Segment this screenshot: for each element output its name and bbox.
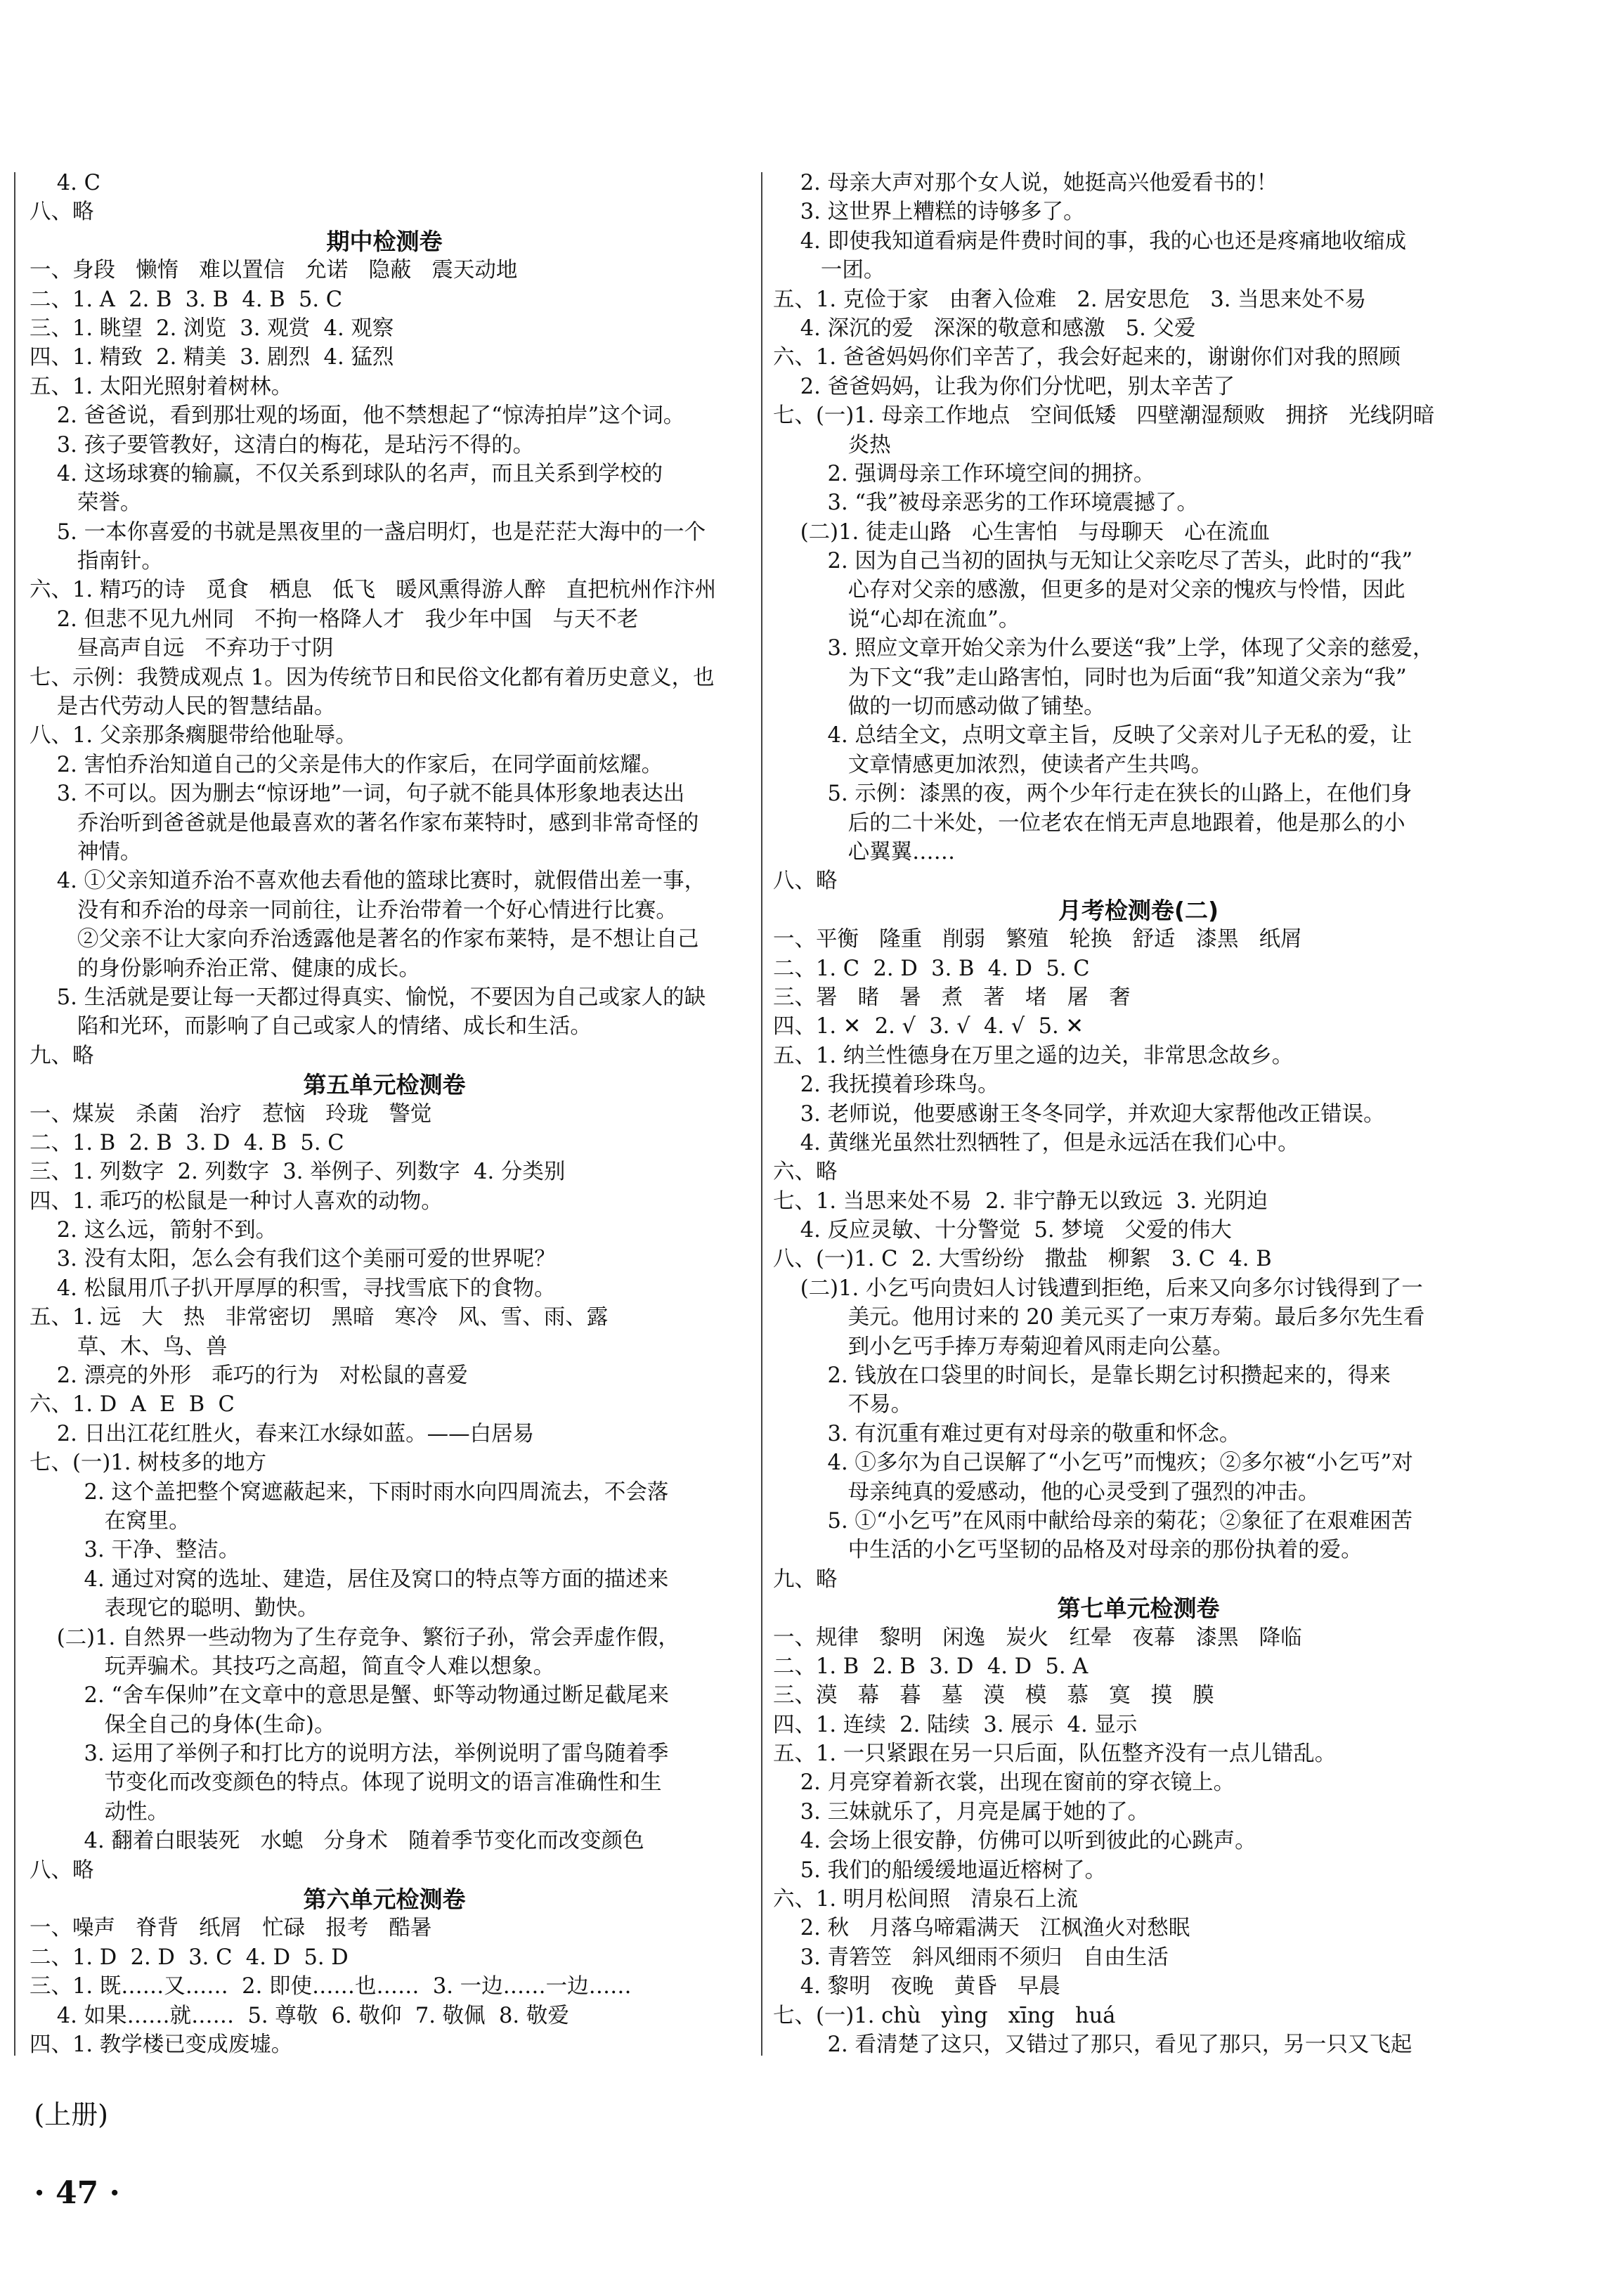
answer-line: 2. 但悲不见九州同 不拘一格降人才 我少年中国 与天不老 — [30, 607, 639, 632]
answer-line: 后的二十米处，一位老农在悄无声息地跟着，他是那么的小 — [773, 810, 1405, 836]
answer-line: 三、1. 眺望 2. 浏览 3. 观赏 4. 观察 — [30, 316, 394, 341]
answer-line: 六、略 — [773, 1160, 838, 1185]
answer-line: 没有和乔治的母亲一同前往，让乔治带着一个好心情进行比赛。 — [30, 897, 677, 923]
answer-line: 4. 黎明 夜晚 黄昏 早晨 — [773, 1974, 1060, 1999]
answer-line: 一、平衡 隆重 削弱 繁殖 轮换 舒适 漆黑 纸屑 — [773, 927, 1302, 952]
answer-line: 2. 漂亮的外形 乖巧的行为 对松鼠的喜爱 — [30, 1363, 468, 1389]
answer-line: 六、1. 明月松间照 清泉石上流 — [773, 1887, 1078, 1912]
answer-line: 4. 深沉的爱 深深的敬意和感激 5. 父爱 — [773, 316, 1196, 341]
answer-line: 2. “舍车保帅”在文章中的意思是蟹、虾等动物通过断足截尾来 — [30, 1683, 670, 1708]
answer-line: 七、1. 当思来处不易 2. 非宁静无以致远 3. 光阴迫 — [773, 1188, 1268, 1214]
answer-line: 母亲纯真的爱感动，他的心灵受到了强烈的冲击。 — [773, 1479, 1320, 1505]
answer-line: 动性。 — [30, 1799, 169, 1824]
answer-line: 3. 孩子要管教好，这清白的梅花，是玷污不得的。 — [30, 432, 535, 458]
answer-line: 一、噪声 脊背 纸屑 忙碌 报考 酷暑 — [30, 1916, 432, 1941]
answer-line: 3. 这世界上糟糕的诗够多了。 — [773, 200, 1085, 225]
answer-line: 的身份影响乔治正常、健康的成长。 — [30, 956, 420, 981]
answer-line: 陷和光环，而影响了自己或家人的情绪、成长和生活。 — [30, 1014, 592, 1039]
left-margin-rule — [14, 172, 15, 2056]
answer-line: 一、身段 懒惰 难以置信 允诺 隐蔽 震天动地 — [30, 258, 518, 283]
answer-line: 4. 松鼠用爪子扒开厚厚的积雪，寻找雪底下的食物。 — [30, 1276, 556, 1301]
answer-line: 一、规律 黎明 闲逸 炭火 红晕 夜幕 漆黑 降临 — [773, 1625, 1302, 1650]
answer-line: 4. 反应灵敏、十分警觉 5. 梦境 父爱的伟大 — [773, 1218, 1232, 1243]
answer-line: 八、略 — [773, 869, 838, 894]
answer-line: 六、1. 爸爸妈妈你们辛苦了，我会好起来的，谢谢你们对我的照顾 — [773, 345, 1401, 370]
answer-line: 四、1. 精致 2. 精美 3. 剧烈 4. 猛烈 — [30, 345, 394, 370]
answer-line: 文章情感更加浓烈，使读者产生共鸣。 — [773, 752, 1213, 777]
answer-line: 一、煤炭 杀菌 治疗 惹恼 玲珑 警觉 — [30, 1101, 432, 1127]
answer-line: (二)1. 自然界一些动物为了生存竞争、繁衍子孙，常会弄虚作假， — [30, 1625, 680, 1650]
answer-line: 3. “我”被母亲恶劣的工作环境震撼了。 — [773, 491, 1199, 516]
answer-line: 2. 爸爸说，看到那壮观的场面，他不禁想起了“惊涛拍岸”这个词。 — [30, 403, 685, 429]
answer-line: 二、1. B 2. B 3. D 4. D 5. A — [773, 1654, 1089, 1679]
column-divider — [761, 172, 762, 2056]
answer-line: 5. 示例：漆黑的夜，两个少年行走在狭长的山路上，在他们身 — [773, 781, 1412, 807]
answer-line: 3. 老师说，他要感谢王冬冬同学，并欢迎大家帮他改正错误。 — [773, 1101, 1385, 1127]
answer-line: 八、(一)1. C 2. 大雪纷纷 撒盐 柳絮 3. C 4. B — [773, 1247, 1272, 1272]
answer-line: 3. 青箬笠 斜风细雨不须归 自由生活 — [773, 1945, 1169, 1970]
answer-line: 玩弄骗术。其技巧之高超，简直令人难以想象。 — [30, 1654, 555, 1679]
answer-line: 美元。他用讨来的 20 美元买了一束万寿菊。最后多尔先生看 — [773, 1305, 1425, 1330]
answer-line: 4. 总结全文，点明文章主旨，反映了父亲对儿子无私的爱，让 — [773, 723, 1412, 748]
answer-line: 5. 生活就是要让每一天都过得真实、愉悦，不要因为自己或家人的缺 — [30, 985, 706, 1010]
answer-line: 4. 翻着白眼装死 水螅 分身术 随着季节变化而改变颜色 — [30, 1829, 644, 1854]
answer-line: 保全自己的身体(生命)。 — [30, 1712, 336, 1737]
answer-line: 六、1. 精巧的诗 觅食 栖息 低飞 暖风熏得游人醉 直把杭州作汴州 — [30, 578, 717, 603]
answer-line: 4. 黄继光虽然壮烈牺牲了，但是永远活在我们心中。 — [773, 1130, 1299, 1155]
answer-line: 2. 母亲大声对那个女人说，她挺高兴他爱看书的！ — [773, 171, 1278, 195]
answer-line: 四、1. 连续 2. 陆续 3. 展示 4. 显示 — [773, 1712, 1138, 1737]
answer-line: 说“心却在流血”。 — [773, 607, 1020, 632]
answer-line: 四、1. ✕ 2. √ 3. √ 4. √ 5. ✕ — [773, 1014, 1084, 1039]
answer-line: 4. 即使我知道看病是件费时间的事，我的心也还是疼痛地收缩成 — [773, 228, 1407, 254]
answer-line: 表现它的聪明、勤快。 — [30, 1596, 319, 1621]
section-title: 期中检测卷 — [326, 227, 443, 255]
answer-line: 三、1. 既……又…… 2. 即使……也…… 3. 一边……一边…… — [30, 1974, 632, 1999]
answer-line: 五、1. 远 大 热 非常密切 黑暗 寒冷 风、雪、雨、露 — [30, 1305, 609, 1330]
answer-line: 2. 月亮穿着新衣裳，出现在窗前的穿衣镜上。 — [773, 1770, 1235, 1796]
answer-line: 三、漠 幕 暮 墓 漠 模 慕 寞 摸 膜 — [773, 1683, 1214, 1708]
answer-line: 一团。 — [773, 258, 885, 283]
answer-line: 为下文“我”走山路害怕，同时也为后面“我”知道父亲为“我” — [773, 665, 1407, 690]
answer-line: 2. 看清楚了这只，又错过了那只，看见了那只，另一只又飞起 — [773, 2032, 1412, 2057]
answer-line: 3. 不可以。因为删去“惊讶地”一词，句子就不能具体形象地表达出 — [30, 781, 685, 807]
answer-line: 2. 爸爸妈妈，让我为你们分忧吧，别太辛苦了 — [773, 374, 1235, 399]
answer-line: 节变化而改变颜色的特点。体现了说明文的语言准确性和生 — [30, 1770, 662, 1796]
answer-line: 七、(一)1. chù yìng xīng huá — [773, 2003, 1116, 2028]
answer-line: 2. 钱放在口袋里的时间长，是靠长期乞讨积攒起来的，得来 — [773, 1363, 1391, 1389]
answer-line: 2. 因为自己当初的固执与无知让父亲吃尽了苦头，此时的“我” — [773, 549, 1413, 574]
answer-line: 二、1. C 2. D 3. B 4. D 5. C — [773, 956, 1090, 981]
answer-line: 3. 干净、整洁。 — [30, 1538, 240, 1563]
answer-line: 5. 我们的船缓缓地逼近榕树了。 — [773, 1857, 1107, 1883]
answer-line: 昼高声自远 不弃功于寸阴 — [30, 636, 334, 661]
answer-line: 4. 会场上很安静，仿佛可以听到彼此的心跳声。 — [773, 1829, 1256, 1854]
answer-line: 是古代劳动人民的智慧结晶。 — [30, 694, 336, 720]
answer-line: 五、1. 克俭于家 由奢入俭难 2. 居安思危 3. 当思来处不易 — [773, 287, 1367, 312]
answer-line: (二)1. 小乞丐向贵妇人讨钱遭到拒绝，后来又向多尔讨钱得到了一 — [773, 1276, 1423, 1301]
answer-line: (二)1. 徒走山路 心生害怕 与母聊天 心在流血 — [773, 519, 1271, 545]
answer-line: 九、略 — [30, 1043, 94, 1068]
answer-line: 4. 通过对窝的选址、建造，居住及窝口的特点等方面的描述来 — [30, 1567, 669, 1592]
answer-line: 乔治听到爸爸就是他最喜欢的著名作家布莱特时，感到非常奇怪的 — [30, 810, 699, 836]
answer-line: 五、1. 纳兰性德身在万里之遥的边关，非常思念故乡。 — [773, 1043, 1294, 1068]
answer-line: 2. 我抚摸着珍珠鸟。 — [773, 1072, 999, 1098]
answer-line: 2. 害怕乔治知道自己的父亲是伟大的作家后，在同学面前炫耀。 — [30, 752, 663, 777]
answer-line: 二、1. A 2. B 3. B 4. B 5. C — [30, 287, 343, 312]
answer-line: 4. ①多尔为自己误解了“小乞丐”而愧疚；②多尔被“小乞丐”对 — [773, 1451, 1413, 1476]
answer-line: 七、(一)1. 树枝多的地方 — [30, 1451, 267, 1476]
answer-line: 5. 一本你喜爱的书就是黑夜里的一盏启明灯，也是茫茫大海中的一个 — [30, 519, 706, 545]
answer-line: 心存对父亲的感激，但更多的是对父亲的愧疚与怜惜，因此 — [773, 578, 1405, 603]
answer-line: 做的一切而感动做了铺垫。 — [773, 694, 1105, 720]
answer-line: 五、1. 太阳光照射着树林。 — [30, 374, 293, 399]
answer-line: 在窝里。 — [30, 1508, 190, 1533]
answer-line: 到小乞丐手捧万寿菊迎着风雨走向公墓。 — [773, 1334, 1234, 1359]
answer-line: 4. C — [30, 171, 100, 195]
answer-line: ②父亲不让大家向乔治透露他是著名的作家布莱特，是不想让自己 — [30, 927, 699, 952]
page-number: · 47 · — [34, 2175, 120, 2211]
answer-line: 三、1. 列数字 2. 列数字 3. 举例子、列数字 4. 分类别 — [30, 1160, 566, 1185]
answer-line: 3. 运用了举例子和打比方的说明方法，举例说明了雷鸟随着季 — [30, 1742, 669, 1767]
answer-line: 2. 强调母亲工作环境空间的拥挤。 — [773, 461, 1155, 486]
answer-line: 七、示例：我赞成观点 1。因为传统节日和民俗文化都有着历史意义，也 — [30, 665, 715, 690]
answer-line: 3. 有沉重有难过更有对母亲的敬重和怀念。 — [773, 1421, 1241, 1446]
footer-grade-label: (上册) — [34, 2099, 108, 2130]
answer-line: 二、1. B 2. B 3. D 4. B 5. C — [30, 1130, 344, 1155]
answer-line: 2. 这么远，箭射不到。 — [30, 1218, 278, 1243]
answer-line: 神情。 — [30, 839, 142, 864]
answer-line: 4. 这场球赛的输赢，不仅关系到球队的名声，而且关系到学校的 — [30, 461, 663, 486]
answer-line: 四、1. 教学楼已变成废墟。 — [30, 2032, 293, 2057]
answer-line: 4. 如果……就…… 5. 尊敬 6. 敬仰 7. 敬佩 8. 敬爱 — [30, 2003, 569, 2028]
answer-line: 不易。 — [773, 1392, 913, 1418]
answer-line: 八、略 — [30, 200, 94, 225]
answer-line: 二、1. D 2. D 3. C 4. D 5. D — [30, 1945, 349, 1970]
answer-line: 心翼翼…… — [773, 839, 956, 864]
left-column — [30, 169, 739, 2059]
answer-line: 草、木、鸟、兽 — [30, 1334, 228, 1359]
section-title: 第七单元检测卷 — [1057, 1595, 1220, 1623]
answer-line: 炎热 — [773, 432, 891, 458]
answer-line: 3. 三妹就乐了，月亮是属于她的了。 — [773, 1799, 1150, 1824]
answer-line: 六、1. D A E B C — [30, 1392, 235, 1418]
answer-line: 指南针。 — [30, 549, 163, 574]
section-title: 月考检测卷(二) — [1058, 896, 1219, 924]
answer-line: 九、略 — [773, 1567, 838, 1592]
section-title: 第五单元检测卷 — [303, 1071, 466, 1099]
right-column — [773, 169, 1504, 2059]
answer-line: 2. 日出江花红胜火，春来江水绿如蓝。——白居易 — [30, 1421, 535, 1446]
answer-line: 3. 照应文章开始父亲为什么要送“我”上学，体现了父亲的慈爱， — [773, 636, 1434, 661]
answer-line: 2. 这个盖把整个窝遮蔽起来，下雨时雨水向四周流去，不会落 — [30, 1479, 669, 1505]
answer-line: 荣誉。 — [30, 491, 142, 516]
answer-line: 3. 没有太阳，怎么会有我们这个美丽可爱的世界呢？ — [30, 1247, 556, 1272]
answer-line: 七、(一)1. 母亲工作地点 空间低矮 四壁潮湿颓败 拥挤 光线阴暗 — [773, 403, 1435, 429]
answer-line: 三、署 睹 暑 煮 著 堵 屠 奢 — [773, 985, 1131, 1010]
answer-line: 5. ①“小乞丐”在风雨中献给母亲的菊花；②象征了在艰难困苦 — [773, 1508, 1413, 1533]
answer-line: 五、1. 一只紧跟在另一只后面，队伍整齐没有一点儿错乱。 — [773, 1742, 1337, 1767]
answer-line: 中生活的小乞丐坚韧的品格及对母亲的那份执着的爱。 — [773, 1538, 1363, 1563]
answer-line: 四、1. 乖巧的松鼠是一种讨人喜欢的动物。 — [30, 1188, 443, 1214]
answer-line: 八、略 — [30, 1857, 94, 1883]
answer-line: 4. ①父亲知道乔治不喜欢他去看他的篮球比赛时，就假借出差一事， — [30, 869, 706, 894]
answer-line: 2. 秋 月落乌啼霜满天 江枫渔火对愁眠 — [773, 1916, 1190, 1941]
section-title: 第六单元检测卷 — [303, 1886, 466, 1914]
answer-line: 八、1. 父亲那条瘸腿带给他耻辱。 — [30, 723, 357, 748]
